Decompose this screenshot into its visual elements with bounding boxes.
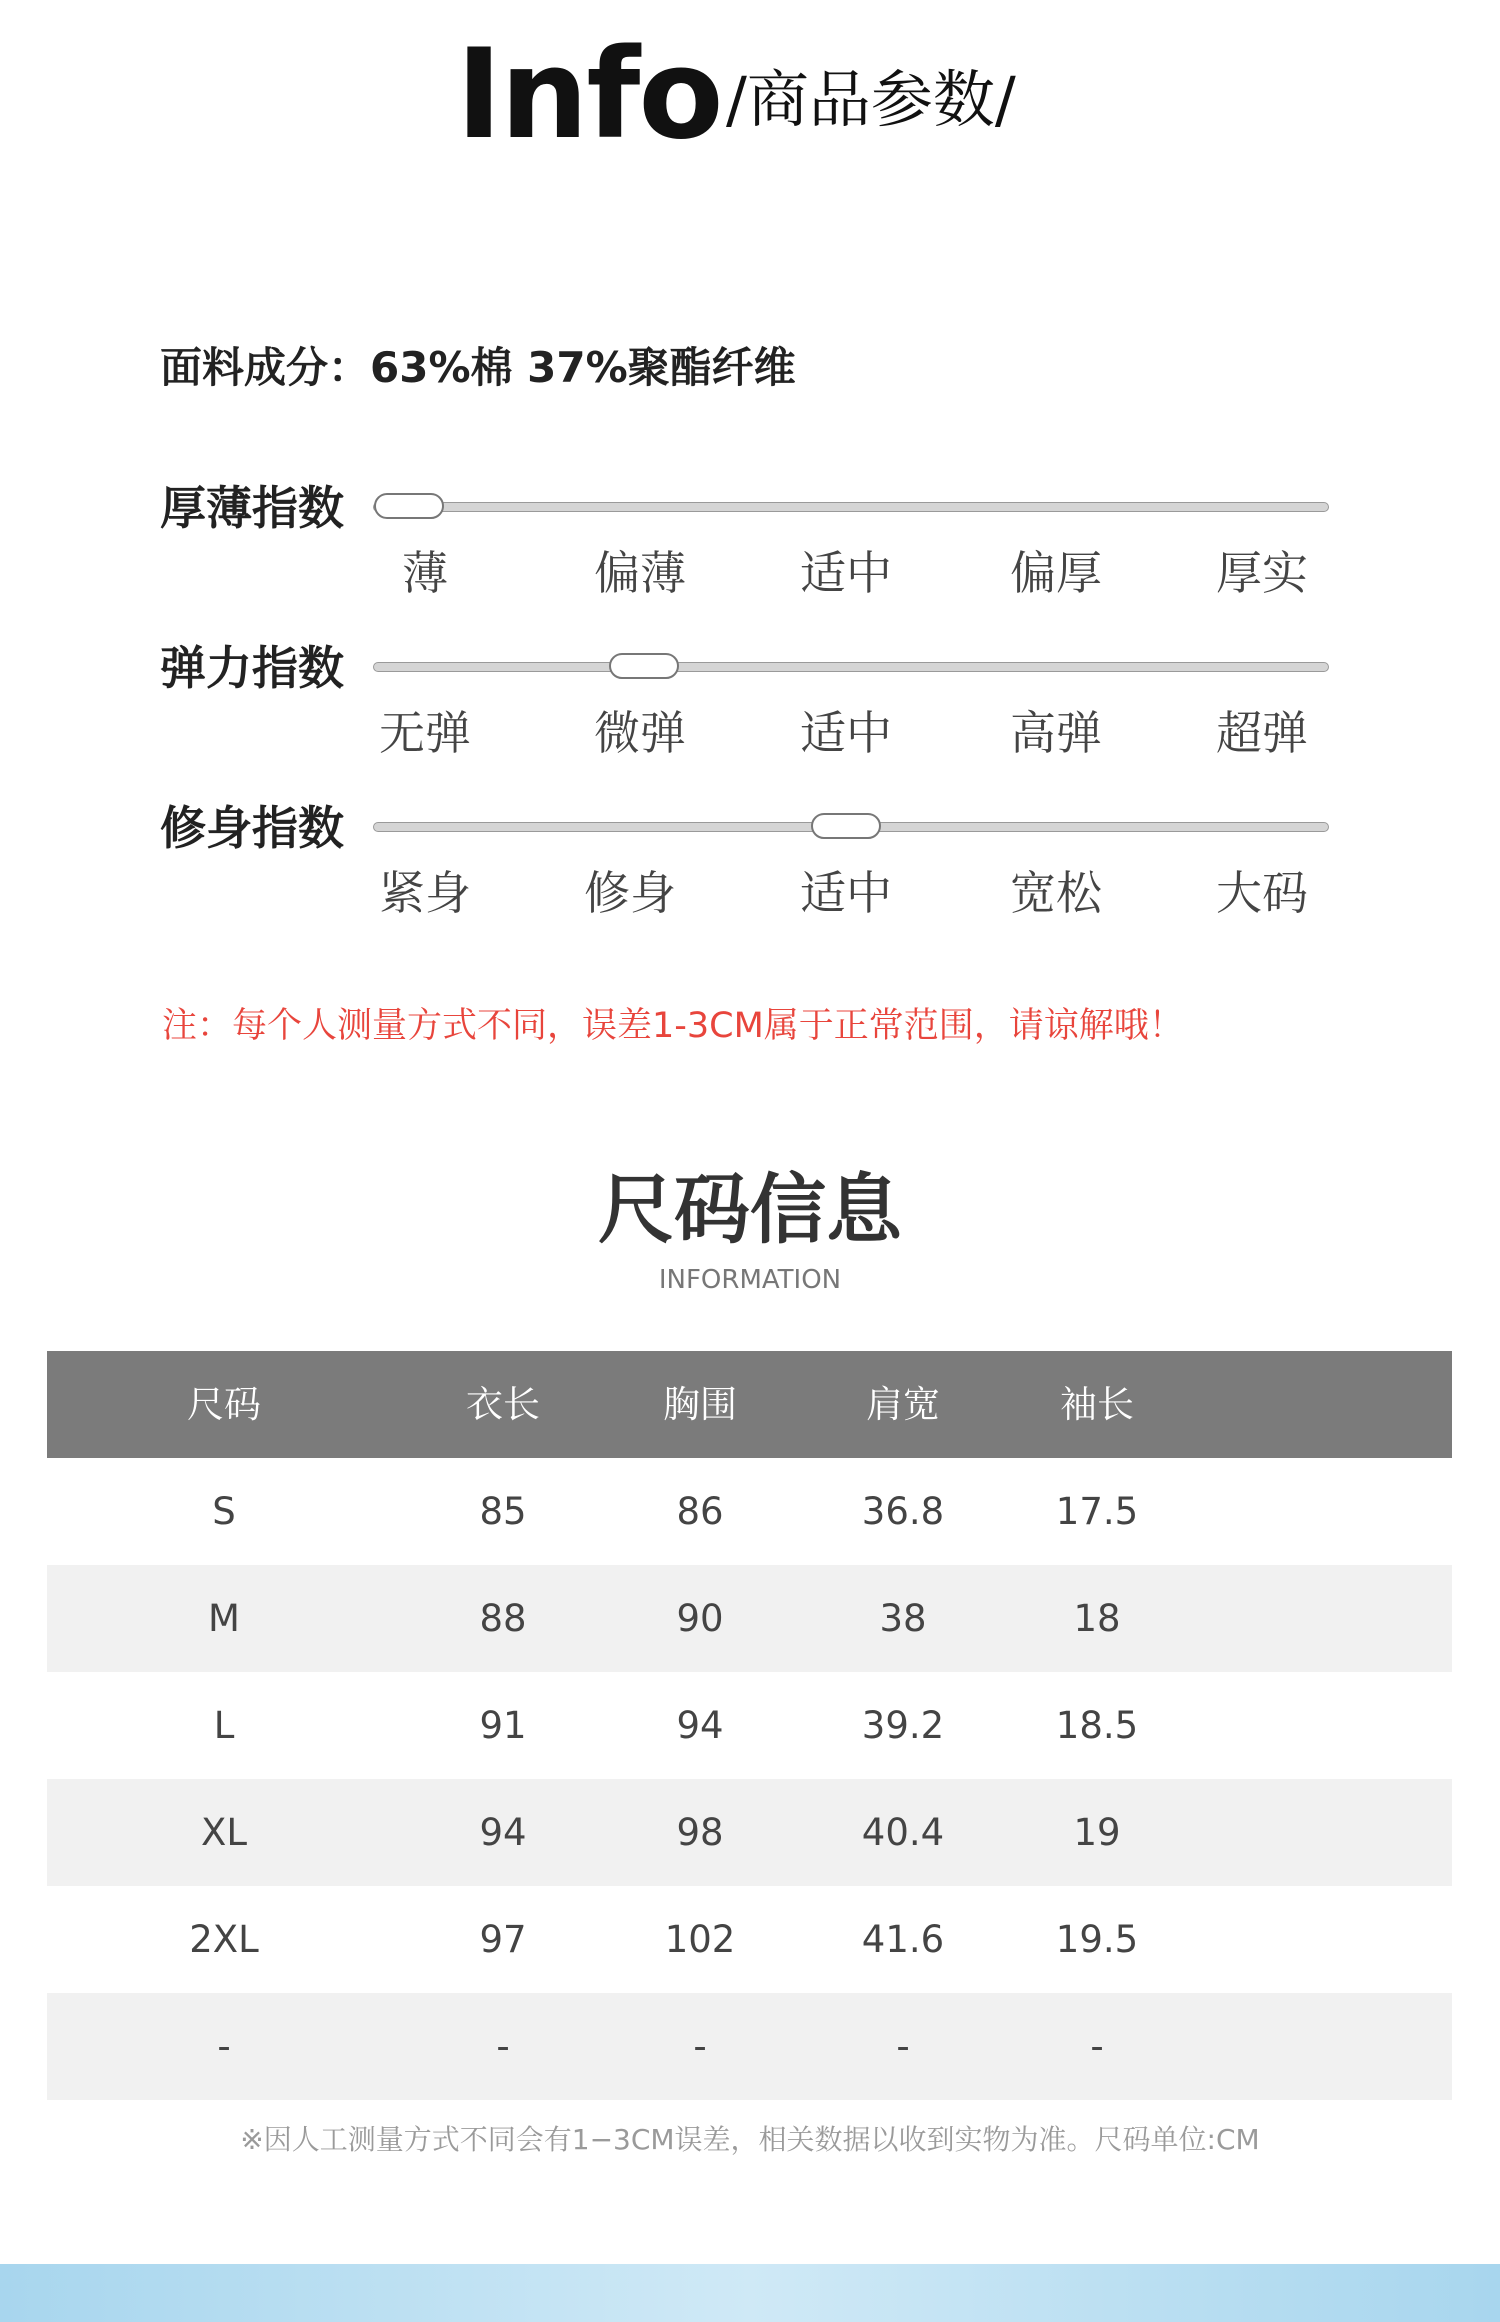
table-cell: S bbox=[212, 1490, 236, 1533]
elasticity-option: 超弹 bbox=[1216, 706, 1308, 760]
table-cell: 97 bbox=[479, 1918, 527, 1961]
table-header-row bbox=[47, 1351, 1452, 1458]
table-row bbox=[47, 1458, 1452, 1565]
table-cell: 86 bbox=[676, 1490, 724, 1533]
table-cell: - bbox=[217, 2025, 231, 2068]
elasticity-option: 高弹 bbox=[1010, 706, 1102, 760]
table-cell: 40.4 bbox=[861, 1811, 945, 1854]
table-cell: - bbox=[896, 2025, 910, 2068]
table-row bbox=[47, 1886, 1452, 1993]
table-cell: - bbox=[496, 2025, 510, 2068]
page-title: Info bbox=[456, 23, 722, 167]
thickness-index-track bbox=[373, 502, 1329, 512]
fit-option: 修身 bbox=[584, 866, 676, 920]
table-cell: 39.2 bbox=[861, 1704, 945, 1747]
thickness-index-label: 厚薄指数 bbox=[160, 481, 344, 535]
thickness-option: 偏厚 bbox=[1010, 546, 1102, 600]
header-cell: 袖长 bbox=[1060, 1383, 1134, 1426]
table-cell: 90 bbox=[676, 1597, 724, 1640]
table-cell: L bbox=[213, 1704, 235, 1747]
elasticity-option: 无弹 bbox=[379, 706, 471, 760]
elasticity-option: 微弹 bbox=[594, 706, 686, 760]
header-cell: 尺码 bbox=[187, 1383, 261, 1426]
thickness-option: 偏薄 bbox=[594, 546, 686, 600]
table-cell: 102 bbox=[664, 1918, 736, 1961]
size-footnote: ※因人工测量方式不同会有1−3CM误差，相关数据以收到实物为准。尺码单位:CM bbox=[240, 2123, 1260, 2156]
elasticity-option: 适中 bbox=[800, 706, 892, 760]
page-subtitle: /商品参数/ bbox=[726, 63, 1016, 136]
fit-option: 大码 bbox=[1216, 866, 1308, 920]
table-row bbox=[47, 1993, 1452, 2100]
thickness-option: 适中 bbox=[800, 546, 892, 600]
fit-option: 宽松 bbox=[1010, 866, 1102, 920]
table-cell: - bbox=[693, 2025, 707, 2068]
header-cell: 衣长 bbox=[466, 1383, 540, 1426]
thickness-option: 厚实 bbox=[1216, 546, 1308, 600]
table-row bbox=[47, 1565, 1452, 1672]
bottom-decorative-band bbox=[0, 2264, 1500, 2322]
table-cell: 38 bbox=[879, 1597, 927, 1640]
size-table bbox=[47, 1351, 1452, 2100]
table-cell: M bbox=[208, 1597, 240, 1640]
elasticity-index-track bbox=[373, 662, 1329, 672]
table-cell: 36.8 bbox=[861, 1490, 945, 1533]
fabric-composition: 面料成分：63%棉 37%聚酯纤维 bbox=[160, 343, 796, 392]
table-cell: 18.5 bbox=[1055, 1704, 1139, 1747]
fit-index-label: 修身指数 bbox=[160, 801, 344, 855]
fit-index-knob bbox=[811, 813, 881, 839]
table-cell: 41.6 bbox=[861, 1918, 945, 1961]
table-cell: - bbox=[1090, 2025, 1104, 2068]
table-cell: 91 bbox=[479, 1704, 527, 1747]
table-cell: 94 bbox=[676, 1704, 724, 1747]
table-row bbox=[47, 1779, 1452, 1886]
thickness-option: 薄 bbox=[402, 546, 448, 600]
table-cell: 94 bbox=[479, 1811, 527, 1854]
thickness-index-knob bbox=[374, 493, 444, 519]
table-cell: 88 bbox=[479, 1597, 527, 1640]
size-info-subtitle: INFORMATION bbox=[658, 1265, 842, 1295]
fit-index-track bbox=[373, 822, 1329, 832]
table-cell: 19.5 bbox=[1055, 1918, 1139, 1961]
elasticity-index-label: 弹力指数 bbox=[160, 641, 344, 695]
table-cell: 19 bbox=[1073, 1811, 1121, 1854]
table-cell: 85 bbox=[479, 1490, 527, 1533]
table-cell: XL bbox=[201, 1811, 247, 1854]
table-row bbox=[47, 1672, 1452, 1779]
fit-option: 紧身 bbox=[379, 866, 471, 920]
header-cell: 胸围 bbox=[663, 1383, 737, 1426]
fit-option: 适中 bbox=[800, 866, 892, 920]
measurement-note: 注：每个人测量方式不同，误差1-3CM属于正常范围，请谅解哦！ bbox=[162, 1006, 1184, 1046]
size-info-title: 尺码信息 bbox=[598, 1165, 902, 1254]
elasticity-index-knob bbox=[609, 653, 679, 679]
header-cell: 肩宽 bbox=[866, 1383, 940, 1426]
table-cell: 17.5 bbox=[1055, 1490, 1139, 1533]
table-cell: 18 bbox=[1073, 1597, 1121, 1640]
table-cell: 2XL bbox=[189, 1918, 259, 1961]
table-cell: 98 bbox=[676, 1811, 724, 1854]
